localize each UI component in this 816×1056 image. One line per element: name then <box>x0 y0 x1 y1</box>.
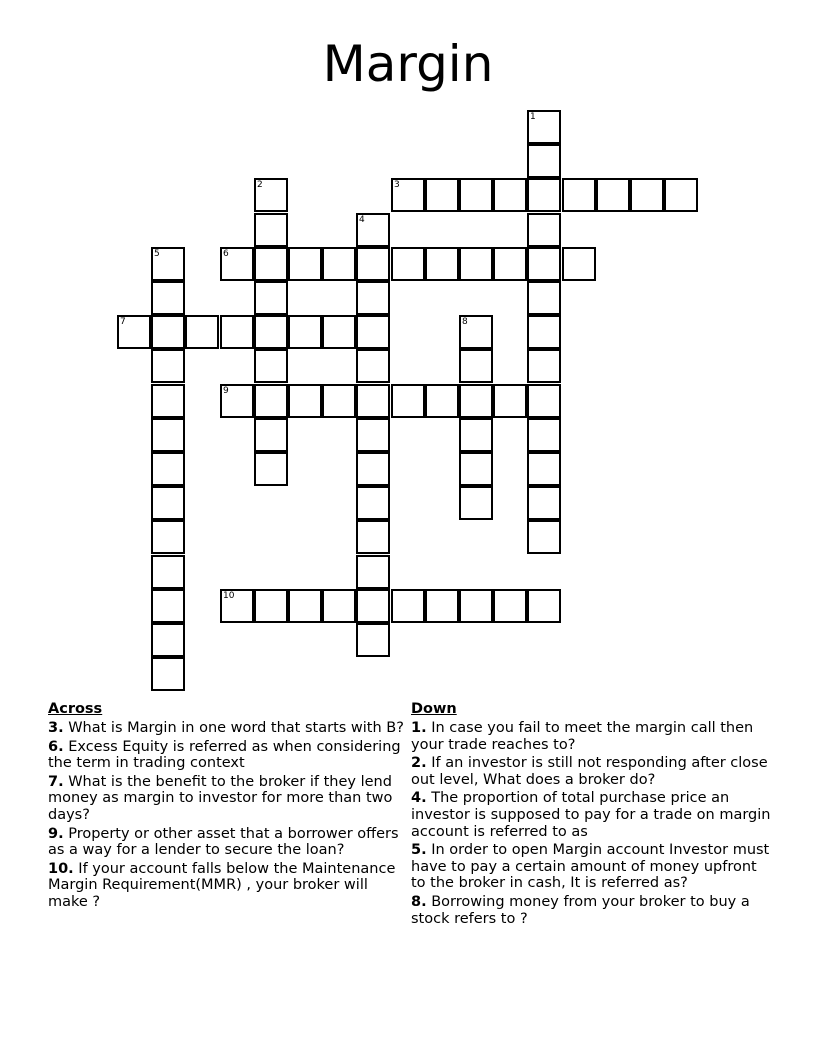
grid-cell[interactable] <box>527 247 561 281</box>
grid-cell[interactable] <box>254 213 288 247</box>
across-clue-3 <box>48 720 408 737</box>
down-clue-1 <box>411 720 771 753</box>
down-clue-5 <box>411 842 771 892</box>
grid-cell[interactable] <box>151 452 185 486</box>
grid-cell[interactable] <box>527 486 561 520</box>
clue-number-label: 1 <box>530 112 536 122</box>
grid-cell[interactable] <box>527 452 561 486</box>
grid-cell[interactable] <box>220 315 254 349</box>
grid-cell[interactable] <box>527 520 561 554</box>
page-title: Margin <box>322 35 494 93</box>
clue-text: In case you fail to meet the margin call then your trade reaches to? <box>411 720 754 753</box>
across-clue-10 <box>48 861 408 911</box>
grid-cell[interactable] <box>356 349 390 383</box>
grid-cell[interactable] <box>459 418 493 452</box>
grid-cell[interactable] <box>356 452 390 486</box>
grid-cell[interactable] <box>459 247 493 281</box>
grid-cell[interactable] <box>425 178 459 212</box>
grid-cell[interactable] <box>151 623 185 657</box>
grid-cell[interactable] <box>527 110 561 144</box>
down-clues <box>411 701 771 929</box>
grid-cell[interactable] <box>356 623 390 657</box>
across-clue-7 <box>48 774 408 824</box>
grid-cell[interactable] <box>459 589 493 623</box>
clue-number: 1. <box>411 720 427 736</box>
down-clue-4 <box>411 790 771 840</box>
grid-cell[interactable] <box>356 247 390 281</box>
grid-cell[interactable] <box>151 555 185 589</box>
grid-cell[interactable] <box>356 555 390 589</box>
clue-number-label: 2 <box>257 180 263 190</box>
grid-cell[interactable] <box>391 247 425 281</box>
grid-cell[interactable] <box>254 247 288 281</box>
grid-cell[interactable] <box>425 589 459 623</box>
clue-number-label: 4 <box>359 215 365 225</box>
grid-cell[interactable] <box>220 247 254 281</box>
clue-number: 8. <box>411 893 427 910</box>
clue-number-label: 3 <box>394 180 400 190</box>
grid-cell[interactable] <box>356 315 390 349</box>
clue-number: 2. <box>411 755 427 772</box>
grid-cell[interactable] <box>322 589 356 623</box>
grid-cell[interactable] <box>596 178 630 212</box>
grid-cell[interactable] <box>425 384 459 418</box>
grid-cell[interactable] <box>527 213 561 247</box>
clue-text: What is Margin in one word that starts with B? <box>68 720 404 736</box>
grid-cell[interactable] <box>459 486 493 520</box>
grid-cell[interactable] <box>220 589 254 623</box>
grid-cell[interactable] <box>220 384 254 418</box>
across-clue-9 <box>48 826 408 859</box>
grid-cell[interactable] <box>254 384 288 418</box>
grid-cell[interactable] <box>391 384 425 418</box>
grid-cell[interactable] <box>117 315 151 349</box>
clue-text: The proportion of total purchase price an investor is supposed to pay for a trade on margin account is referred to as <box>411 790 771 840</box>
grid-cell[interactable] <box>254 178 288 212</box>
grid-cell[interactable] <box>630 178 664 212</box>
clue-text: If your account falls below the Maintenance Margin Requirement(MMR) , your broker will make ? <box>48 860 396 910</box>
clue-number-label: 5 <box>154 249 160 259</box>
grid-cell[interactable] <box>254 452 288 486</box>
down-heading: Down <box>411 701 457 717</box>
grid-cell[interactable] <box>356 520 390 554</box>
clue-number-label: 9 <box>223 386 229 396</box>
grid-cell[interactable] <box>288 247 322 281</box>
grid-cell[interactable] <box>322 384 356 418</box>
grid-cell[interactable] <box>562 247 596 281</box>
grid-cell[interactable] <box>493 384 527 418</box>
across-clue-6 <box>48 739 408 772</box>
grid-cell[interactable] <box>459 315 493 349</box>
down-clue-2 <box>411 755 771 788</box>
grid-cell[interactable] <box>459 452 493 486</box>
grid-cell[interactable] <box>493 247 527 281</box>
clue-text: If an investor is still not responding after close out level, What does a broker do? <box>411 755 768 788</box>
grid-cell[interactable] <box>527 384 561 418</box>
across-clues <box>48 701 408 913</box>
grid-cell[interactable] <box>391 178 425 212</box>
clue-number-label: 7 <box>120 317 126 327</box>
grid-cell[interactable] <box>459 349 493 383</box>
clue-number: 4. <box>411 790 427 807</box>
grid-cell[interactable] <box>391 589 425 623</box>
grid-cell[interactable] <box>356 281 390 315</box>
grid-cell[interactable] <box>664 178 698 212</box>
grid-cell[interactable] <box>356 589 390 623</box>
across-heading: Across <box>48 701 103 717</box>
grid-cell[interactable] <box>493 178 527 212</box>
clue-number: 3. <box>48 720 64 736</box>
grid-cell[interactable] <box>185 315 219 349</box>
clue-number-label: 10 <box>223 591 235 601</box>
clue-number: 5. <box>411 842 427 859</box>
grid-cell[interactable] <box>527 144 561 178</box>
clue-number: 9. <box>48 825 64 842</box>
grid-cell[interactable] <box>527 589 561 623</box>
clue-text: In order to open Margin account Investor must have to pay a certain amount of money upfront to the broker in cash, It is referred as? <box>411 842 770 892</box>
grid-cell[interactable] <box>151 486 185 520</box>
grid-cell[interactable] <box>151 384 185 418</box>
grid-cell[interactable] <box>527 418 561 452</box>
grid-cell[interactable] <box>151 281 185 315</box>
grid-cell[interactable] <box>151 247 185 281</box>
grid-cell[interactable] <box>151 589 185 623</box>
grid-cell[interactable] <box>254 418 288 452</box>
grid-cell[interactable] <box>356 486 390 520</box>
clue-number: 10. <box>48 860 74 877</box>
clue-text: Excess Equity is referred as when considering the term in trading context <box>48 738 401 772</box>
grid-cell[interactable] <box>356 213 390 247</box>
clue-text: Borrowing money from your broker to buy a stock refers to ? <box>411 893 750 927</box>
clue-number: 6. <box>48 738 64 755</box>
grid-cell[interactable] <box>527 349 561 383</box>
grid-cell[interactable] <box>151 349 185 383</box>
grid-cell[interactable] <box>527 315 561 349</box>
grid-cell[interactable] <box>356 418 390 452</box>
grid-cell[interactable] <box>527 281 561 315</box>
grid-cell[interactable] <box>151 657 185 691</box>
grid-cell[interactable] <box>493 589 527 623</box>
clue-number-label: 6 <box>223 249 229 259</box>
grid-cell[interactable] <box>151 315 185 349</box>
grid-cell[interactable] <box>527 178 561 212</box>
grid-cell[interactable] <box>288 384 322 418</box>
grid-cell[interactable] <box>151 520 185 554</box>
grid-cell[interactable] <box>322 247 356 281</box>
grid-cell[interactable] <box>254 349 288 383</box>
clue-text: What is the benefit to the broker if they lend money as margin to investor for more than two days? <box>48 773 393 823</box>
grid-cell[interactable] <box>288 589 322 623</box>
grid-cell[interactable] <box>254 589 288 623</box>
clue-number-label: 8 <box>462 317 468 327</box>
grid-cell[interactable] <box>459 178 493 212</box>
clue-text: Property or other asset that a borrower offers as a way for a lender to secure the loan? <box>48 825 399 859</box>
clue-number: 7. <box>48 773 64 790</box>
grid-cell[interactable] <box>254 315 288 349</box>
grid-cell[interactable] <box>151 418 185 452</box>
down-clue-8 <box>411 894 771 927</box>
grid-cell[interactable] <box>288 315 322 349</box>
grid-cell[interactable] <box>254 281 288 315</box>
grid-cell[interactable] <box>459 384 493 418</box>
grid-cell[interactable] <box>322 315 356 349</box>
grid-cell[interactable] <box>562 178 596 212</box>
grid-cell[interactable] <box>356 384 390 418</box>
grid-cell[interactable] <box>425 247 459 281</box>
